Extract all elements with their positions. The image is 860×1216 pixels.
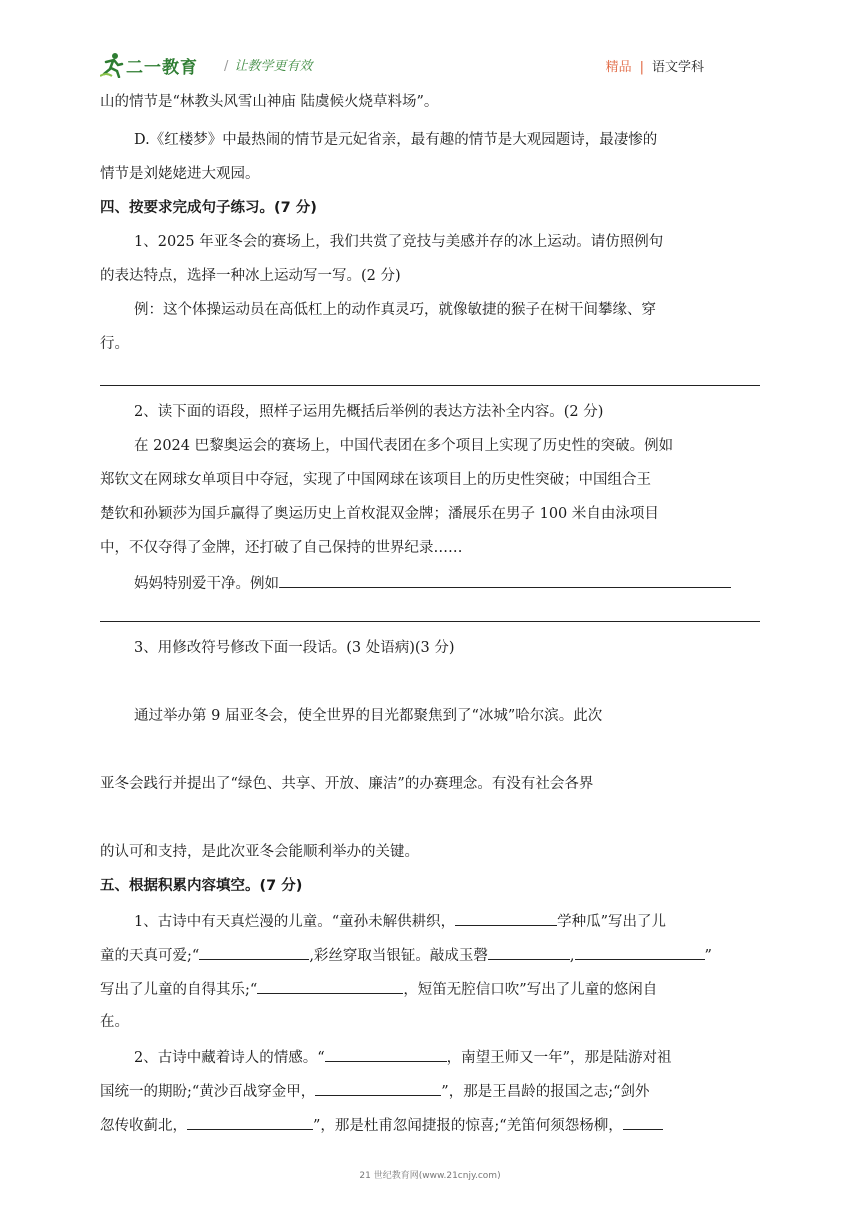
example-text: 例：这个体操运动员在高低杠上的动作真灵巧，就像敏捷的猴子在树干间攀缘、穿: [134, 302, 656, 318]
error-paragraph: 的认可和支持，是此次亚冬会能顺利举办的关键。: [100, 844, 419, 860]
answer-blank[interactable]: [315, 1080, 441, 1096]
answer-blank[interactable]: [325, 1046, 447, 1062]
paragraph-text: 郑钦文在网球女单项目中夺冠，实现了中国网球在该项目上的历史性突破；中国组合王: [100, 472, 651, 488]
answer-line[interactable]: [100, 385, 760, 386]
logo-text: 二一教育: [126, 57, 198, 78]
text-line: 山的情节是“林教头风雪山神庙 陆虞候火烧草料场”。: [100, 94, 439, 110]
text-line: D.《红楼梦》中最热闹的情节是元妃省亲，最有趣的情节是大观园题诗，最凄惨的: [134, 132, 658, 148]
question-text: 2、读下面的语段，照样子运用先概括后举例的表达方法补全内容。(2 分): [134, 404, 604, 420]
section-heading: 四、按要求完成句子练习。(7 分): [100, 200, 317, 216]
paragraph-text: 楚钦和孙颖莎为国乒赢得了奥运历史上首枚混双金牌；潘展乐在男子 100 米自由泳项目: [100, 506, 659, 522]
tag-highlight: 精品: [605, 60, 632, 75]
slogan: / 让教学更有效: [224, 59, 313, 74]
question-text: 3、用修改符号修改下面一段话。(3 处语病)(3 分): [134, 640, 455, 656]
fill-line: 忽传收蓟北， ”，那是杜甫忽闻捷报的惊喜;“羌笛何须怨杨柳，: [100, 1114, 760, 1136]
answer-blank[interactable]: [187, 1114, 313, 1130]
subject-tag: 精品 | 语文学科: [605, 60, 704, 75]
text-line: 情节是刘姥姥进大观园。: [100, 166, 260, 182]
fill-line: 1、古诗中有天真烂漫的儿童。“童孙未解供耕织， 学种瓜”写出了儿: [100, 910, 794, 932]
question-text: 1、2025 年亚冬会的赛场上，我们共赏了竞技与美感并存的冰上运动。请仿照例句: [134, 234, 664, 250]
answer-blank[interactable]: [488, 944, 570, 960]
logo: [100, 50, 198, 80]
runner-logo-icon: [100, 52, 124, 78]
answer-blank[interactable]: [623, 1114, 663, 1130]
tag-subject: 语文学科: [651, 60, 704, 75]
answer-blank[interactable]: [257, 978, 403, 994]
page-footer: 21 世纪教育网(www.21cnjy.com): [359, 1171, 501, 1181]
error-paragraph: 通过举办第 9 届亚冬会，使全世界的目光都聚焦到了“冰城”哈尔滨。此次: [134, 708, 603, 724]
fill-line: 2、古诗中藏着诗人的情感。“ ，南望王师又一年”，那是陆游对祖: [100, 1046, 794, 1068]
paragraph-text: 在 2024 巴黎奥运会的赛场上，中国代表团在多个项目上实现了历史性的突破。例如: [134, 438, 674, 454]
answer-blank[interactable]: [575, 944, 705, 960]
question-text: 的表达特点，选择一种冰上运动写一写。(2 分): [100, 268, 401, 284]
answer-blank[interactable]: [199, 944, 309, 960]
section-heading: 五、根据积累内容填空。(7 分): [100, 878, 303, 894]
fill-line: 写出了儿童的自得其乐;“ ，短笛无腔信口吹”写出了儿童的悠闲自: [100, 978, 760, 1000]
paragraph-text: 中，不仅夺得了金牌，还打破了自己保持的世界纪录……: [100, 540, 463, 556]
fill-line: 妈妈特别爱干净。例如: [100, 572, 794, 594]
fill-line: 国统一的期盼;“黄沙百战穿金甲， ”，那是王昌龄的报国之志;“剑外: [100, 1080, 760, 1102]
error-paragraph: 亚冬会践行并提出了“绿色、共享、开放、廉洁”的办赛理念。有没有社会各界: [100, 776, 594, 792]
answer-line[interactable]: [100, 621, 760, 622]
answer-blank[interactable]: [455, 910, 557, 926]
text-line: 在。: [100, 1014, 129, 1030]
page-header: [100, 50, 760, 80]
example-text: 行。: [100, 336, 129, 352]
fill-line: 童的天真可爱;“ ,彩丝穿取当银钲。敲成玉磬 , ”: [100, 944, 760, 966]
answer-blank[interactable]: [279, 572, 731, 588]
